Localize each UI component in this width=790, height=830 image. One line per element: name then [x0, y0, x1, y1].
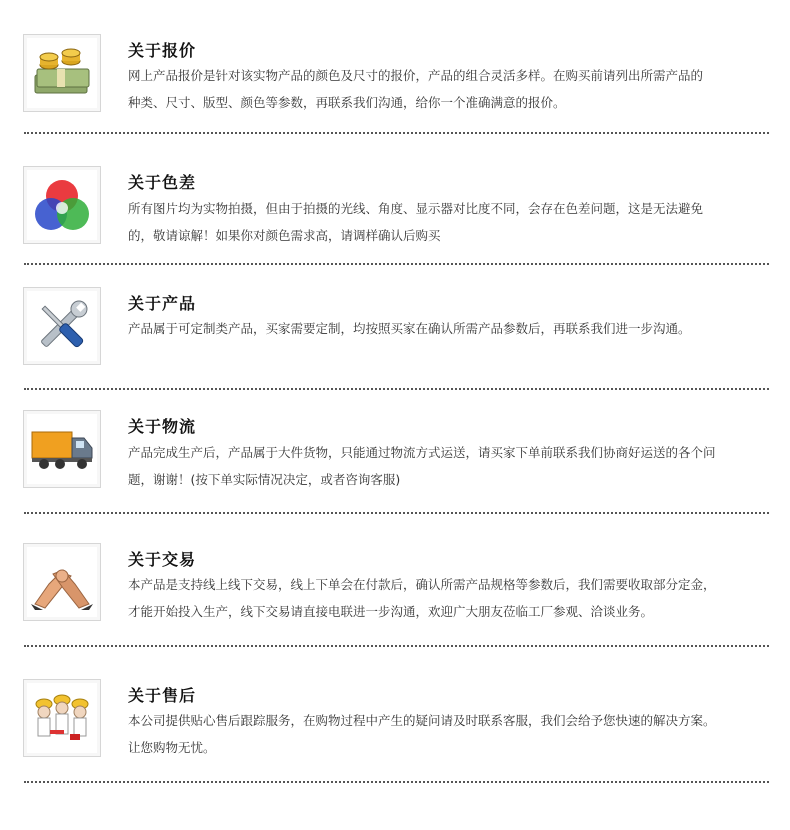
- service-workers-icon: [30, 690, 94, 746]
- section-title: 关于售后: [128, 686, 197, 705]
- section-title: 关于交易: [128, 550, 197, 569]
- section-text-line: 所有图片均为实物拍摄，但由于拍摄的光线、角度、显示器对比度不同，会存在色差问题，这是无法避免: [128, 201, 704, 216]
- color-circles-icon: [31, 174, 93, 236]
- icon-frame: [23, 679, 101, 757]
- icon-frame: [23, 543, 101, 621]
- wrench-screwdriver-icon: [32, 296, 92, 356]
- section-text-line: 本公司提供贴心售后跟踪服务，在购物过程中产生的疑问请及时联系客服，我们会给予您快速的解决方案。: [128, 713, 716, 728]
- section-title: 关于产品: [128, 294, 197, 313]
- section-text-line: 才能开始投入生产，线下交易请直接电联进一步沟通，欢迎广大朋友莅临工厂参观、洽谈业务。: [128, 604, 654, 619]
- section-text-line: 产品属于可定制类产品，买家需要定制，均按照买家在确认所需产品参数后，再联系我们进一步沟通。: [128, 321, 691, 336]
- section-text-line: 种类、尺寸、版型、颜色等参数，再联系我们沟通，给你一个准确满意的报价。: [128, 95, 566, 110]
- section-title: 关于报价: [128, 41, 197, 60]
- dotted-divider: [24, 388, 769, 390]
- section-title: 关于色差: [128, 173, 197, 192]
- dotted-divider: [24, 645, 769, 647]
- dotted-divider: [24, 132, 769, 134]
- dotted-divider: [24, 512, 769, 514]
- dotted-divider: [24, 781, 769, 783]
- section-text-line: 让您购物无忧。: [128, 740, 216, 755]
- section-text-line: 本产品是支持线上线下交易，线上下单会在付款后，确认所需产品规格等参数后，我们需要收取部分定金，: [128, 577, 716, 592]
- dotted-divider: [24, 263, 769, 265]
- section-text-line: 的，敬请谅解！如果你对颜色需求高，请调样确认后购买: [128, 228, 441, 243]
- icon-frame: [23, 410, 101, 488]
- icon-frame: [23, 287, 101, 365]
- money-stack-icon: [31, 47, 93, 99]
- section-title: 关于物流: [128, 417, 197, 436]
- section-text-line: 产品完成生产后，产品属于大件货物，只能通过物流方式运送，请买家下单前联系我们协商好运送的各个问: [128, 445, 716, 460]
- truck-icon: [30, 424, 94, 474]
- icon-frame: [23, 166, 101, 244]
- handshake-icon: [31, 554, 93, 610]
- section-text-line: 网上产品报价是针对该实物产品的颜色及尺寸的报价，产品的组合灵活多样。在购买前请列出所需产品的: [128, 68, 704, 83]
- icon-frame: [23, 34, 101, 112]
- section-text-line: 题，谢谢！(按下单实际情况决定，或者咨询客服): [128, 472, 401, 487]
